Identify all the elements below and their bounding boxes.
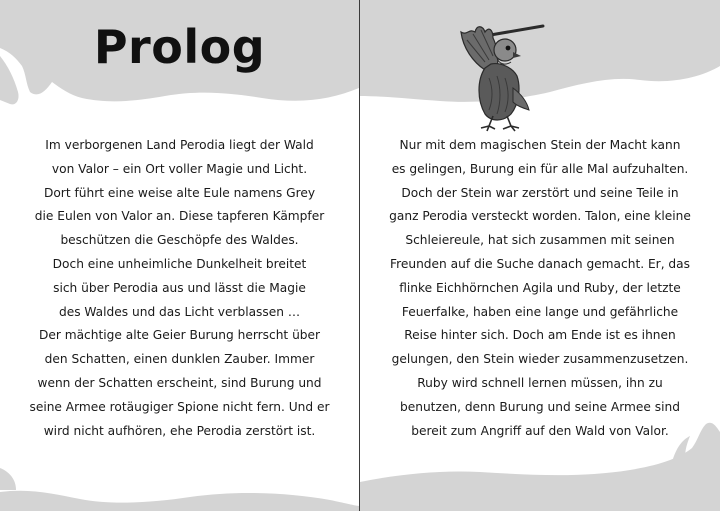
text-line: Im verborgenen Land Perodia liegt der Wald: [45, 138, 314, 152]
page-title: Prolog: [93, 20, 266, 74]
text-line: wenn der Schatten erscheint, sind Burung und: [37, 375, 322, 390]
text-line: Feuerfalke, haben eine lange und gefährliche: [401, 304, 679, 319]
text-line: bereit zum Angriff auf den Wald von Valor.: [411, 423, 669, 438]
text-line: Doch der Stein war zerstört und seine Teile in: [401, 185, 679, 200]
text-line: Der mächtige alte Geier Burung herrscht über: [38, 328, 321, 343]
text-line: die Eulen von Valor an. Diese tapferen Kämpfer: [34, 209, 325, 224]
text-line: Ruby wird schnell lernen müssen, ihn zu: [417, 375, 663, 390]
text-line: Doch eine unheimliche Dunkelheit breitet: [52, 256, 307, 271]
text-line: Reise hinter sich. Doch am Ende ist es ihnen: [404, 328, 676, 343]
text-line: Freunden auf die Suche danach gemacht. Er, das: [390, 256, 690, 271]
text-line: seine Armee rotäugiger Spione nicht fern. Und er: [29, 399, 330, 414]
text-line: ganz Perodia versteckt worden. Talon, eine kleine: [389, 209, 691, 224]
right-text-block: [360, 134, 720, 443]
left-page: [0, 0, 359, 511]
text-line: beschützen die Geschöpfe des Waldes.: [60, 233, 299, 248]
text-line: gelungen, den Stein wieder zusammenzusetzen.: [391, 352, 689, 367]
vulture-illustration: [455, 18, 550, 133]
text-line: Dort führt eine weise alte Eule namens Grey: [43, 185, 316, 200]
text-line: es gelingen, Burung ein für alle Mal aufzuhalten.: [391, 161, 689, 176]
text-line: Nur mit dem magischen Stein der Macht kann: [399, 138, 681, 152]
text-line: wird nicht aufhören, ehe Perodia zerstört ist.: [43, 423, 316, 438]
text-line: benutzen, denn Burung und seine Armee sind: [399, 399, 680, 414]
text-line: Schleiereule, hat sich zusammen mit seinen: [405, 233, 675, 248]
left-text-block: [0, 134, 359, 443]
text-line: flinke Eichhörnchen Agila und Ruby, der letzte: [399, 280, 681, 295]
text-line: sich über Perodia aus und lässt die Magie: [53, 280, 306, 295]
text-line: den Schatten, einen dunklen Zauber. Immer: [44, 352, 315, 367]
text-line: von Valor – ein Ort voller Magie und Licht.: [51, 161, 308, 176]
right-page: [360, 0, 720, 511]
text-line: des Waldes und das Licht verblassen …: [58, 304, 301, 319]
